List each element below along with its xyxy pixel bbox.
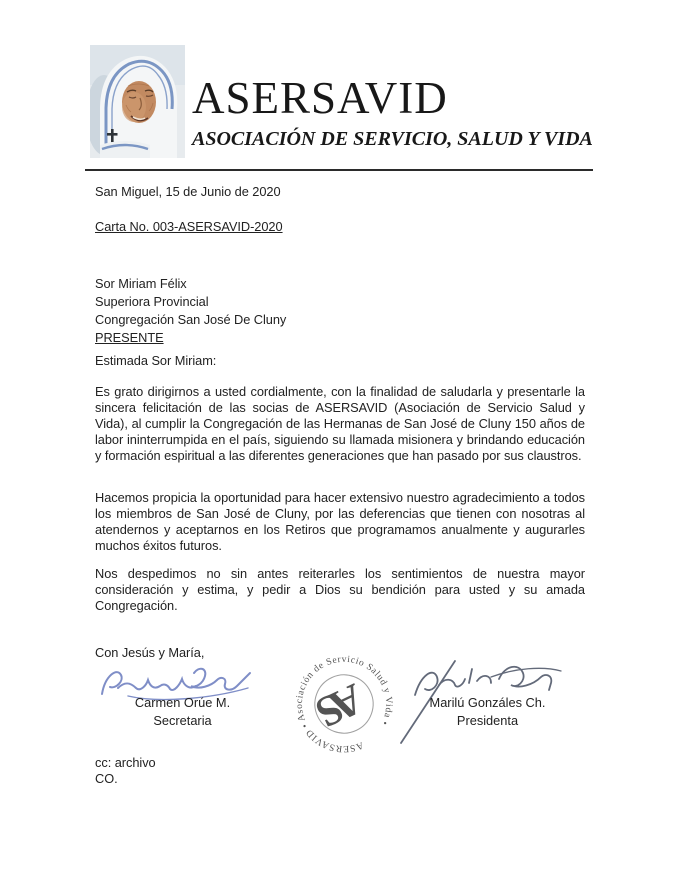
- signer-left-role: Secretaria: [153, 713, 212, 728]
- cc-block: [95, 755, 585, 787]
- body-paragraph-3: Nos despedimos no sin antes reiterarles los sentimientos de nuestra mayor consideración y estima, y pedir a Dios su bendición para usted y su amada Congregación.: [95, 566, 585, 613]
- mother-teresa-photo: [90, 45, 185, 158]
- letter-number: Carta No. 003-ASERSAVID-2020: [95, 219, 283, 234]
- signer-right-name: Marilú Gonzáles Ch.: [429, 695, 546, 710]
- signer-left: [105, 694, 260, 730]
- signer-right: [405, 694, 570, 730]
- recipient-name: Sor Miriam Félix: [95, 276, 187, 291]
- salutation: Estimada Sor Miriam:: [95, 353, 217, 368]
- recipient-presente: PRESENTE: [95, 330, 164, 345]
- header-divider: [85, 169, 593, 171]
- signer-right-role: Presidenta: [456, 713, 519, 728]
- org-acronym: ASERSAVID: [192, 73, 448, 123]
- valediction: Con Jesús y María,: [95, 645, 205, 660]
- seal-monogram: AS: [316, 673, 371, 734]
- recipient-title: Superiora Provincial: [95, 294, 209, 309]
- cc-line: cc: archivo: [95, 755, 156, 770]
- signer-left-name: Carmen Orúe M.: [134, 695, 231, 710]
- org-full-name: ASOCIACIÓN DE SERVICIO, SALUD Y VIDA: [192, 128, 593, 150]
- seal-ring-text: ASERSAVID • Asociación de Servicio Salud y Vida •: [293, 653, 395, 755]
- body-paragraph-1: Es grato dirigirnos a usted cordialmente, con la finalidad de saludarla y presentarle la sincera felicitación de las socias de ASERSAVID (Asociación de Servicio Salud y Vida), al cumplir la Congregación de las Hermanas de San José de Cluny 150 años de labor ininterrumpida en el país, siguiendo su llamada misionera y brindando educación y formación espiritual a las diferentes generaciones que han pasado por sus claustros.: [95, 384, 585, 463]
- org-seal-stamp: [292, 652, 396, 756]
- body-paragraph-2: Hacemos propicia la oportunidad para hacer extensivo nuestro agradecimiento a todos los miembros de San José de Cluny, por las deferencias que tienen con nosotras al atendernos y aceptarnos en los Retiros que programamos anualmente y augurarles muchos éxitos futuros.: [95, 490, 585, 553]
- date-line: San Miguel, 15 de Junio de 2020: [95, 184, 281, 199]
- recipient-block: [95, 275, 585, 347]
- initials-line: CO.: [95, 771, 118, 786]
- recipient-organization: Congregación San José De Cluny: [95, 312, 287, 327]
